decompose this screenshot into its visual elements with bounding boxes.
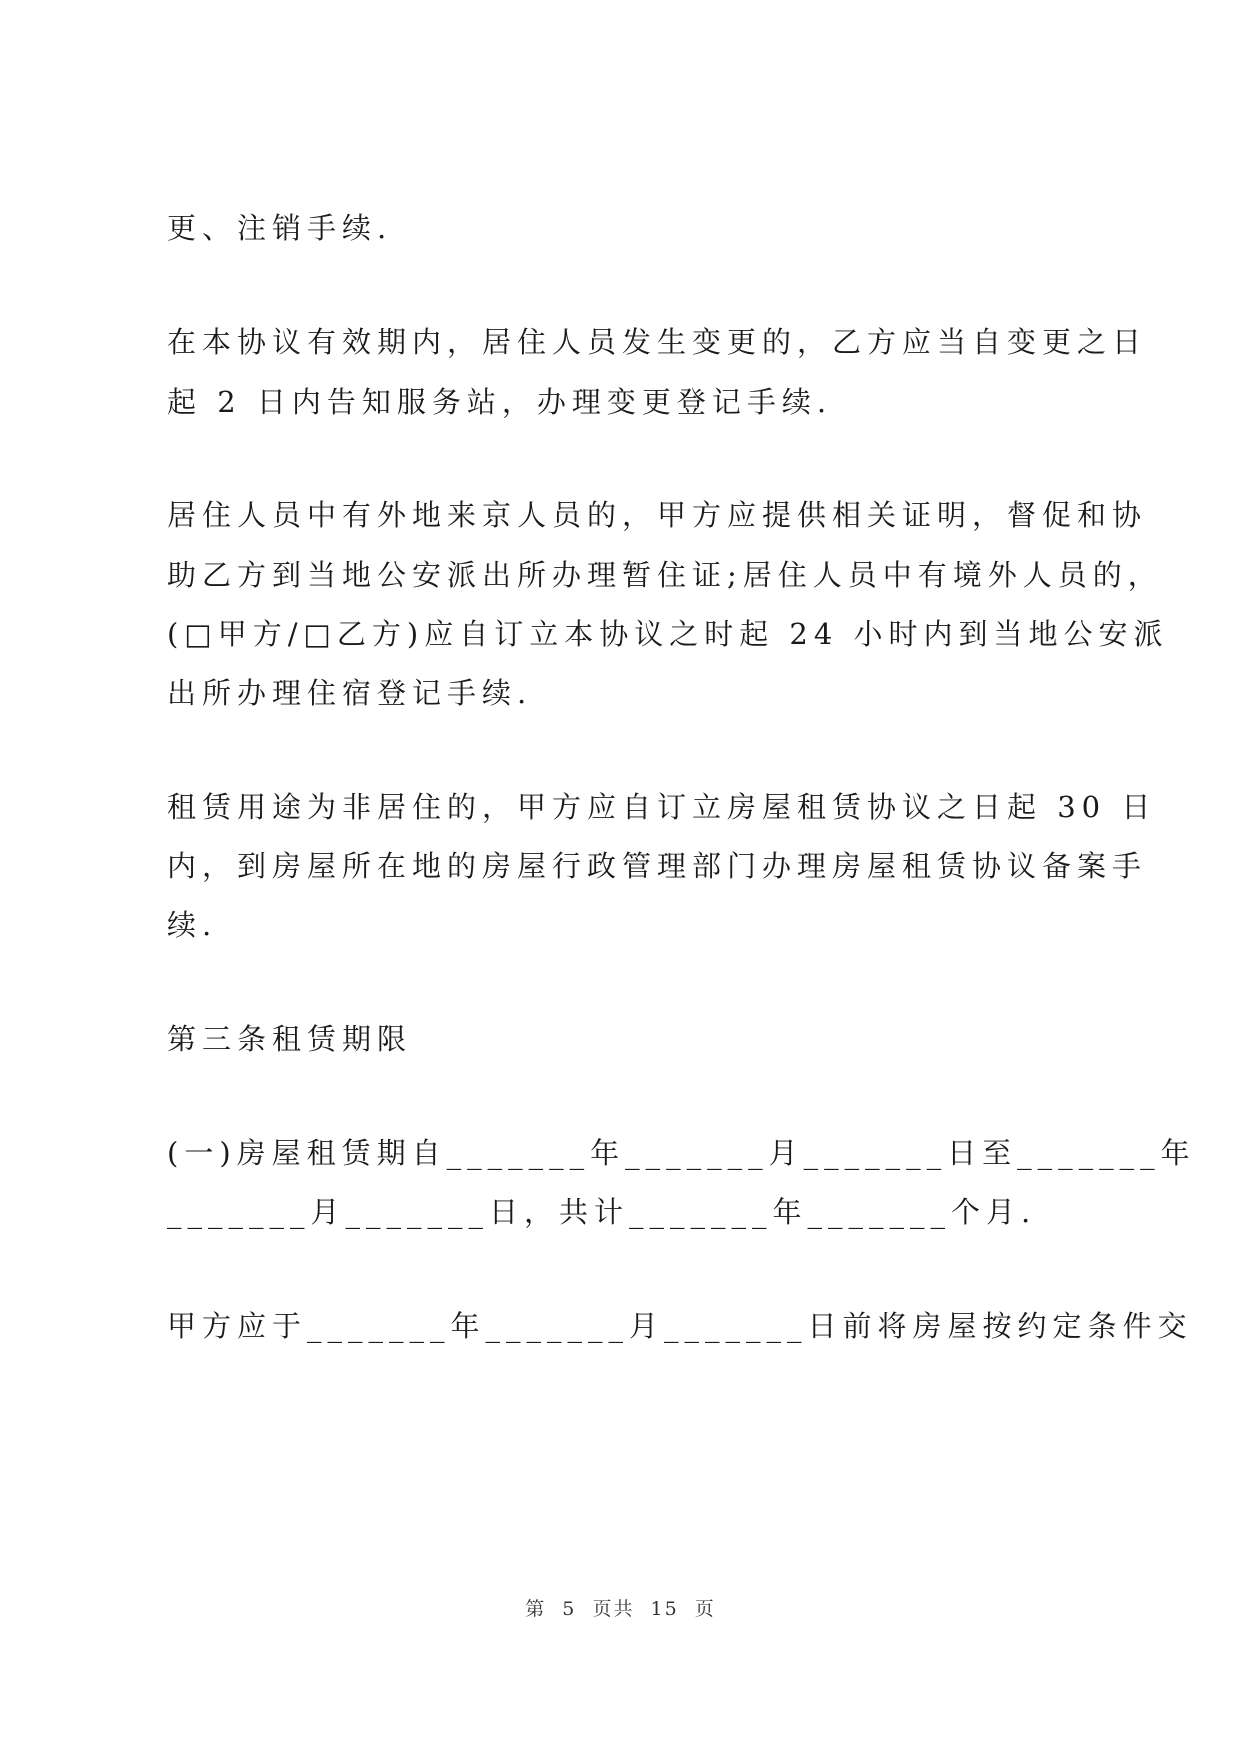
paragraph-line: 内，到房屋所在地的房屋行政管理部门办理房屋租赁协议备案手 bbox=[167, 849, 1148, 883]
paragraph-line: 出所办理住宿登记手续. bbox=[167, 676, 533, 710]
paragraph-line: (一)房屋租赁期自_______年_______月_______日至_______年 bbox=[167, 1136, 1196, 1170]
paragraph-line: 续. bbox=[167, 908, 218, 942]
section-heading: 第三条租赁期限 bbox=[167, 1022, 413, 1056]
paragraph-line: 甲方应于_______年_______月_______日前将房屋按约定条件交 bbox=[167, 1309, 1193, 1343]
paragraph-line: _______月_______日，共计_______年_______个月. bbox=[167, 1195, 1037, 1229]
paragraph-line: 起 2 日内告知服务站，办理变更登记手续. bbox=[167, 385, 833, 419]
paragraph-line: 更、注销手续. bbox=[167, 211, 393, 245]
page-number-footer: 第 5 页共 15 页 bbox=[525, 1598, 716, 1620]
paragraph-line: (□甲方/□乙方)应自订立本协议之时起 24 小时内到当地公安派 bbox=[167, 617, 1169, 651]
paragraph-line: 在本协议有效期内，居住人员发生变更的，乙方应当自变更之日 bbox=[167, 325, 1148, 359]
paragraph-line: 租赁用途为非居住的，甲方应自订立房屋租赁协议之日起 30 日 bbox=[167, 790, 1157, 824]
paragraph-line: 助乙方到当地公安派出所办理暂住证;居住人员中有境外人员的， bbox=[167, 558, 1163, 592]
paragraph-line: 居住人员中有外地来京人员的，甲方应提供相关证明，督促和协 bbox=[167, 498, 1148, 532]
